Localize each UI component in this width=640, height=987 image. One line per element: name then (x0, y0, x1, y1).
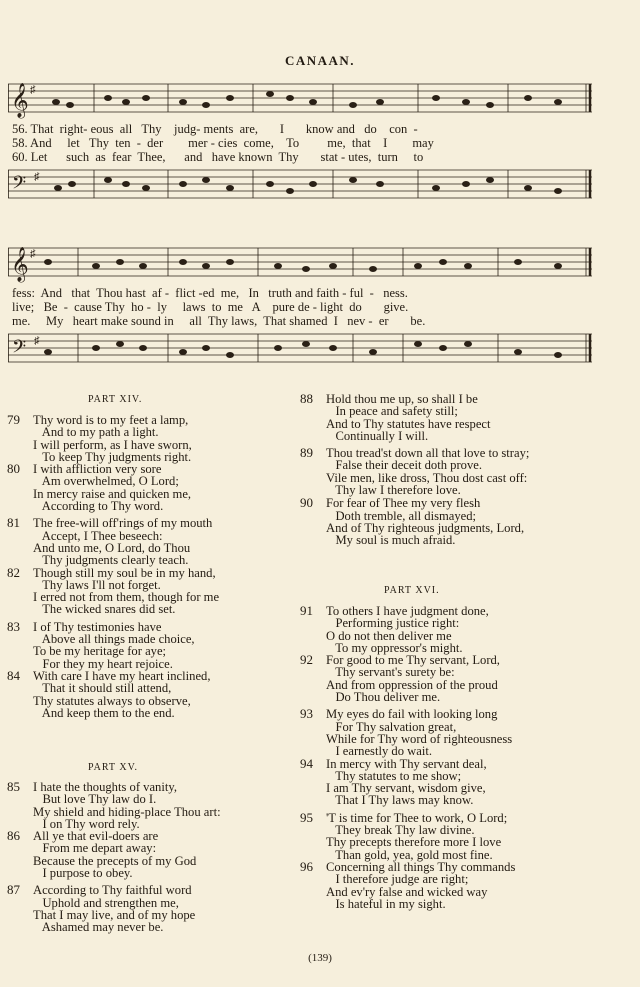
svg-text:𝄢: 𝄢 (12, 337, 27, 362)
stanza-88: 88 Hold thou me up, so shall I be In peace and safety still; And to Thy statutes have respect Continually I will. (300, 391, 491, 443)
svg-text:♯: ♯ (30, 248, 36, 260)
music-system-1 (8, 74, 592, 210)
stanza-95: 95 'T is time for Thee to work, O Lord; They break Thy law divine. Thy precepts therefore more I love Than gold, yea, gold most fine. (300, 809, 508, 862)
bass-staff (8, 166, 592, 208)
svg-text:𝄢: 𝄢 (12, 173, 27, 198)
stanza-81: 81 The free-will off'rings of my mouth Accept, I Thee beseech: And unto me, O Lord, do Thou Thy judgments clearly teach. (7, 515, 213, 568)
left-column-part-xiv (7, 412, 303, 724)
part-xiv-heading: PART XIV. (88, 394, 143, 405)
part-xv-heading: PART XV. (88, 762, 139, 773)
stanza-82: 82 Though still my soul be in my hand, Thy laws I'll not forget. I erred not from them, though for me The wicked snares did set. (7, 564, 220, 617)
lyrics-verse-58-cont: live; Be - cause Thy ho - ly laws to me A pure de - light do give. (12, 300, 409, 314)
stanza-79: 79 Thy word is to my feet a lamp, And to my path a light. I will perform, as I have sworn, To keep Thy judgments right. (7, 412, 192, 464)
stanza-89: 89 Thou tread'st down all that love to stray; False their deceit doth prove. Vile men, like dross, Thou dost cast off: Thy law I therefore love. (300, 445, 530, 498)
stanza-86: 86 All ye that evil-doers are From me depart away: Because the precepts of my God I purpose to obey. (7, 828, 197, 881)
svg-text:♯: ♯ (34, 171, 40, 183)
right-column-part-xvi (300, 603, 626, 915)
stanza-84: 84 With care I have my heart inclined, That it should still attend, Thy statutes always to observe, And keep them to the end. (7, 667, 211, 720)
treble-staff (8, 244, 592, 286)
part-xvi-heading: PART XVI. (384, 585, 440, 596)
treble-staff (8, 80, 592, 122)
lyrics-verse-60-cont: me. My heart make sound in all Thy laws, That shamed I nev - er be. (12, 314, 426, 328)
bass-staff (8, 330, 592, 372)
stanza-96: 96 Concerning all things Thy commands I therefore judge are right; And ev'ry false and wicked way Is hateful in my sight. (300, 858, 516, 911)
stanza-87: 87 According to Thy faithful word Uphold and strengthen me, That I may live, and of my hope Ashamed may never be. (7, 882, 196, 935)
hymn-title: CANAAN. (284, 53, 356, 68)
music-system-2 (8, 238, 592, 374)
lyrics-verse-60: 60. Let such as fear Thee, and have known Thy stat - utes, turn to (12, 150, 424, 164)
stanza-94: 94 In mercy with Thy servant deal, Thy statutes to me show; I am Thy servant, wisdom give, That I Thy laws may know. (300, 755, 487, 808)
stanza-85: 85 I hate the thoughts of vanity, But love Thy law do I. My shield and hiding-place Thou art: I on Thy word rely. (7, 779, 221, 831)
left-column-part-xv (7, 779, 303, 939)
stanza-92: 92 For good to me Thy servant, Lord, Thy servant's surety be: And from oppression of the proud Do Thou deliver me. (300, 652, 500, 705)
lyrics-verse-58: 58. And let Thy ten - der mer - cies come, To me, that I may (12, 136, 434, 150)
stanza-93: 93 My eyes do fail with looking long For Thy salvation great, While for Thy word of righteousness I earnestly do wait. (300, 706, 513, 759)
stanza-83: 83 I of Thy testimonies have Above all things made choice, To be my heritage for aye; For they my heart rejoice. (7, 618, 195, 671)
stanza-80: 80 I with affliction very sore Am overwhelmed, O Lord; In mercy raise and quicken me, According to Thy word. (7, 461, 192, 514)
right-column-part-xiv (300, 391, 626, 552)
svg-text:𝄞: 𝄞 (11, 83, 29, 118)
svg-text:𝄞: 𝄞 (11, 247, 29, 282)
stanza-91: 91 To others I have judgment done, Performing justice right: O do not then deliver me To my oppressor's might. (300, 603, 489, 655)
svg-text:♯: ♯ (34, 335, 40, 347)
svg-text:♯: ♯ (30, 84, 36, 96)
lyrics-verse-56-cont: fess: And that Thou hast af - flict -ed me, In truth and faith - ful - ness. (12, 286, 408, 300)
stanza-90: 90 For fear of Thee my very flesh Doth tremble, all dismayed; And of Thy righteous judgments, Lord, My soul is much afraid. (300, 495, 525, 548)
lyrics-verse-56: 56. That right- eous all Thy judg- ments are, I know and do con - (12, 122, 418, 136)
page-number: (139) (308, 952, 332, 964)
